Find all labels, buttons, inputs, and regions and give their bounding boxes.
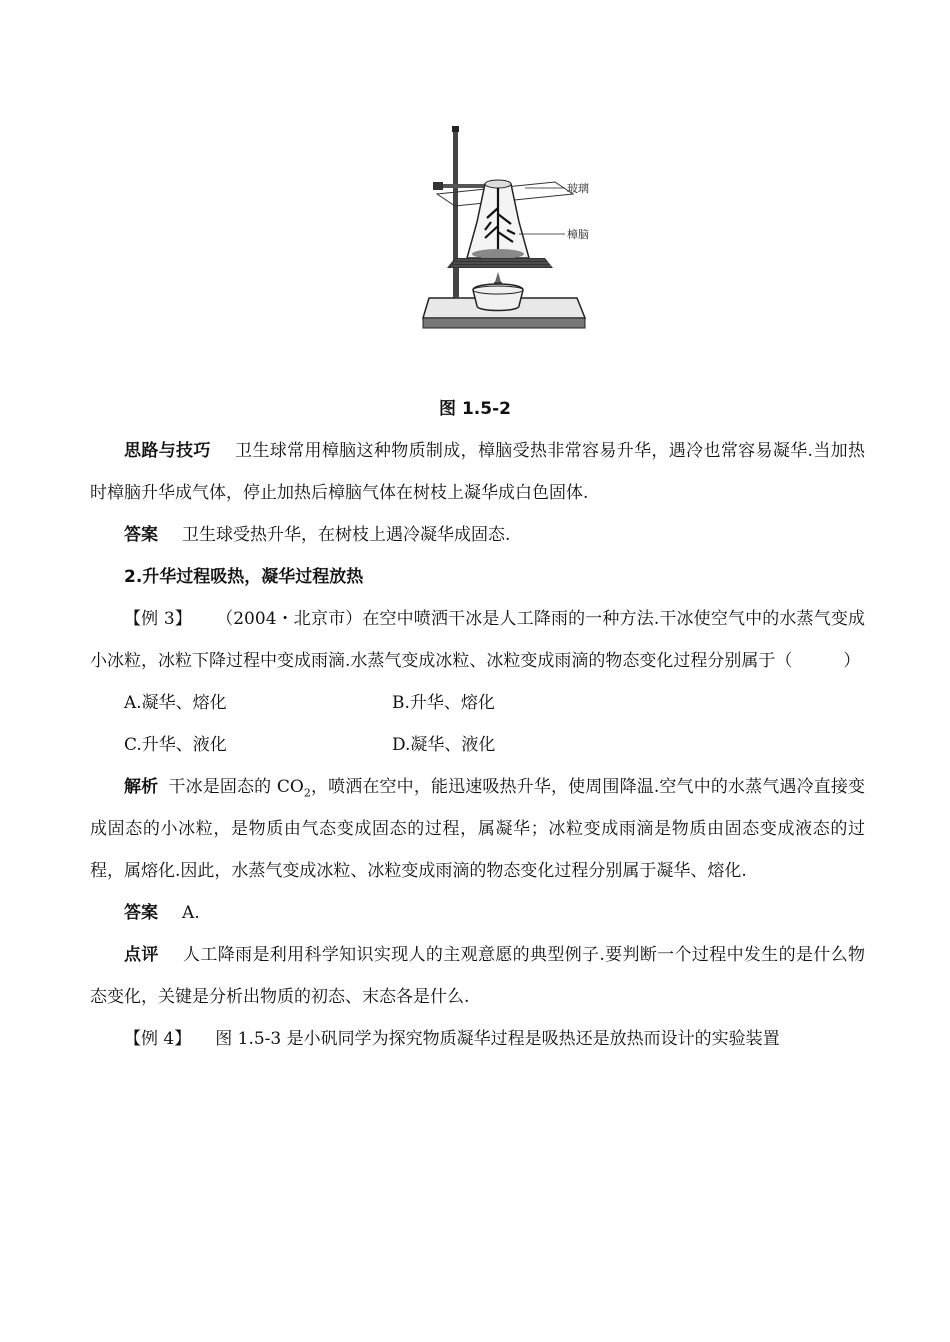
- example-3-tag: 【例 3】: [124, 609, 192, 629]
- example-4-tag: 【例 4】: [124, 1029, 192, 1049]
- analysis-text-part-1: 干冰是固态的 CO: [168, 777, 304, 797]
- thinking-keyword: 思路与技巧: [124, 441, 211, 461]
- answer-text-1: 卫生球受热升华，在树枝上遇冷凝华成固态.: [182, 525, 511, 545]
- comment-text: 人工降雨是利用科学知识实现人的主观意愿的典型例子.要判断一个过程中发生的是什么物态变化，关键是分析出物质的初态、末态各是什么.: [90, 945, 866, 1007]
- example-3-options-row-2: [90, 724, 865, 766]
- thinking-paragraph: [90, 430, 865, 514]
- example-3-options-row-1: [90, 682, 865, 724]
- example-4-text: 图 1.5-3 是小矾同学为探究物质凝华过程是吸热还是放热而设计的实验装置: [215, 1029, 780, 1049]
- answer-text-3: A.: [182, 903, 200, 923]
- answer-keyword-3: 答案: [124, 903, 158, 923]
- label-glass: 玻璃: [567, 182, 589, 195]
- answer-paragraph-1: [90, 514, 865, 556]
- option-b: B.升华、熔化: [392, 693, 495, 713]
- answer-keyword-1: 答案: [124, 525, 158, 545]
- label-camphor: 樟脑: [567, 228, 589, 241]
- example-4-paragraph: [90, 1018, 865, 1060]
- apparatus-illustration: [415, 122, 595, 362]
- analysis-text-part-2: ，喷洒在空中，能迅速吸热升华，使周围降温.空气中的水蒸气遇冷直接变成固态的小冰粒，是物质由气态变成固态的过程，属凝华；冰粒变成雨滴是物质由固态变成液态的过程，属熔化.因此，水蒸气变成冰粒、冰粒变成雨滴的物态变化过程分别属于凝华、熔化.: [90, 777, 865, 881]
- document-body: [90, 430, 865, 1060]
- comment-paragraph-3: [90, 934, 865, 1018]
- answer-paragraph-3: [90, 892, 865, 934]
- option-c: C.升华、液化: [124, 735, 227, 755]
- co2-subscript: 2: [303, 786, 311, 800]
- example-3-paragraph: [90, 598, 865, 682]
- apparatus-figure: [415, 122, 595, 362]
- comment-keyword: 点评: [124, 945, 159, 965]
- option-a: A.凝华、熔化: [124, 693, 227, 713]
- analysis-paragraph-3: [90, 766, 865, 892]
- example-3-text: （2004・北京市）在空中喷洒干冰是人工降雨的一种方法.干冰使空气中的水蒸气变成小冰粒，冰粒下降过程中变成雨滴.水蒸气变成冰粒、冰粒变成雨滴的物态变化过程分别属于（ ）: [90, 609, 865, 671]
- analysis-keyword: 解析: [124, 777, 159, 797]
- section-heading-2: 2.升华过程吸热，凝华过程放热: [124, 567, 364, 587]
- figure-caption: 图 1.5-2: [439, 399, 511, 419]
- thinking-text: 卫生球常用樟脑这种物质制成，樟脑受热非常容易升华，遇冷也常容易凝华.当加热时樟脑升华成气体，停止加热后樟脑气体在树枝上凝华成白色固体.: [90, 441, 866, 503]
- option-d: D.凝华、液化: [392, 735, 496, 755]
